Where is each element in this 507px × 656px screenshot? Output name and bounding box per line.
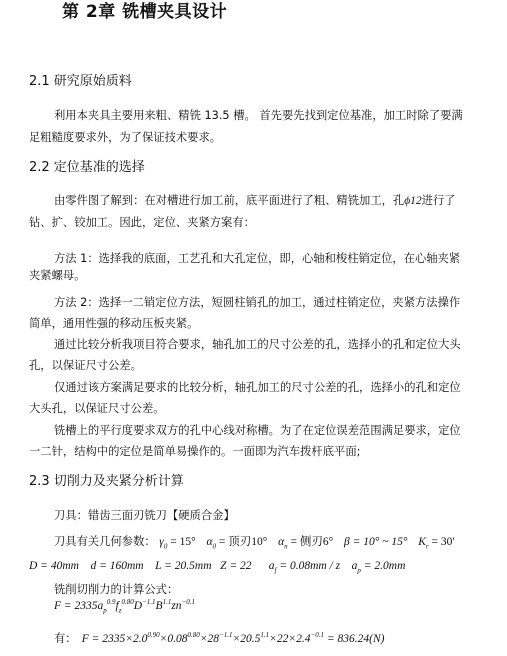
method-2-line: 方法 2：选择一二销定位方法，短圆柱销孔的加工，通过柱销定位，夹紧方法操作 — [54, 296, 461, 309]
chapter-title: 第 2章 铣槽夹具设计 — [62, 2, 228, 22]
dimensions-line: D = 40mm d = 160mm L = 20.5mm Z = 22 $a_f = 0.08mm / z$ $a_p = 2.0mm$ — [29, 560, 406, 575]
paragraph-line: 孔，以保证尺寸公差。 — [29, 359, 142, 372]
paragraph-line: 足粗糙度要求外，为了保证技术要求。 — [29, 131, 222, 144]
paragraph-line: 一二针，结构中的定位是简单易操作的。一面即为汽车拨杆底平面; — [29, 445, 361, 458]
method-2-line: 简单，通用性强的移动压板夹紧。 — [29, 317, 199, 330]
method-1-line: 方法 1：选择我的底面，工艺孔和大孔定位，即，心轴和梭柱销定位，在心轴夹紧 — [54, 252, 461, 265]
result-line: 有： $F = 2335\times 2.0^{0.90}\times 0.08^{0.80}\times 28^{-1.1}\times 20.5^{1.1}\times 22\times 2.4^{-0.1} = 836.24(N)$ — [54, 631, 385, 645]
section-heading-2-2: 2.2 定位基准的选择 — [29, 160, 145, 175]
paragraph-line: 由零件图了解到：在对槽进行加工前，底平面进行了粗、精铣加工，孔ϕ12进行了 — [54, 194, 456, 207]
force-formula: $F = 2335a_p^{0.9}f_z^{0.80}D^{-1.1}B^{1.1}zn^{-0.1}$ — [54, 598, 196, 615]
paragraph-line: 通过比较分析我项目符合要求，轴孔加工的尺寸公差的孔，选择小的孔和定位大头 — [54, 338, 461, 351]
section-heading-2-3: 2.3 切削力及夹紧分析计算 — [29, 474, 184, 489]
params-line: 刀具有关几何参数： $\gamma_0 = 15^\circ$ $\alpha_0$ = 顶刃10° $\alpha_n$ = 侧刃6° β = 10° ~ 15° $K_r = 30'$ — [54, 535, 455, 551]
paragraph-line: 钻、扩、铰加工。因此，定位、夹紧方案有： — [29, 216, 255, 229]
paragraph-line: 仅通过该方案满足要求的比较分析，轴孔加工的尺寸公差的孔，选择小的孔和定位 — [54, 381, 461, 394]
section-heading-2-1: 2.1 研究原始质料 — [29, 74, 132, 89]
paragraph-line: 大头孔，以保证尺寸公差。 — [29, 402, 165, 415]
force-formula-label: 铣削切削力的计算公式： — [54, 583, 179, 596]
paragraph-line: 利用本夹具主要用来粗、精铣 13.5 槽。 首先要先找到定位基准，加工时除了要满 — [54, 109, 463, 122]
tool-line: 刀具：错齿三面刃铣刀【硬质合金】 — [54, 509, 235, 522]
paragraph-line: 铣槽上的平行度要求双方的孔中心线对称槽。为了在定位误差范围满足要求，定位 — [54, 424, 461, 437]
method-1-line: 夹紧螺母。 — [29, 269, 86, 282]
